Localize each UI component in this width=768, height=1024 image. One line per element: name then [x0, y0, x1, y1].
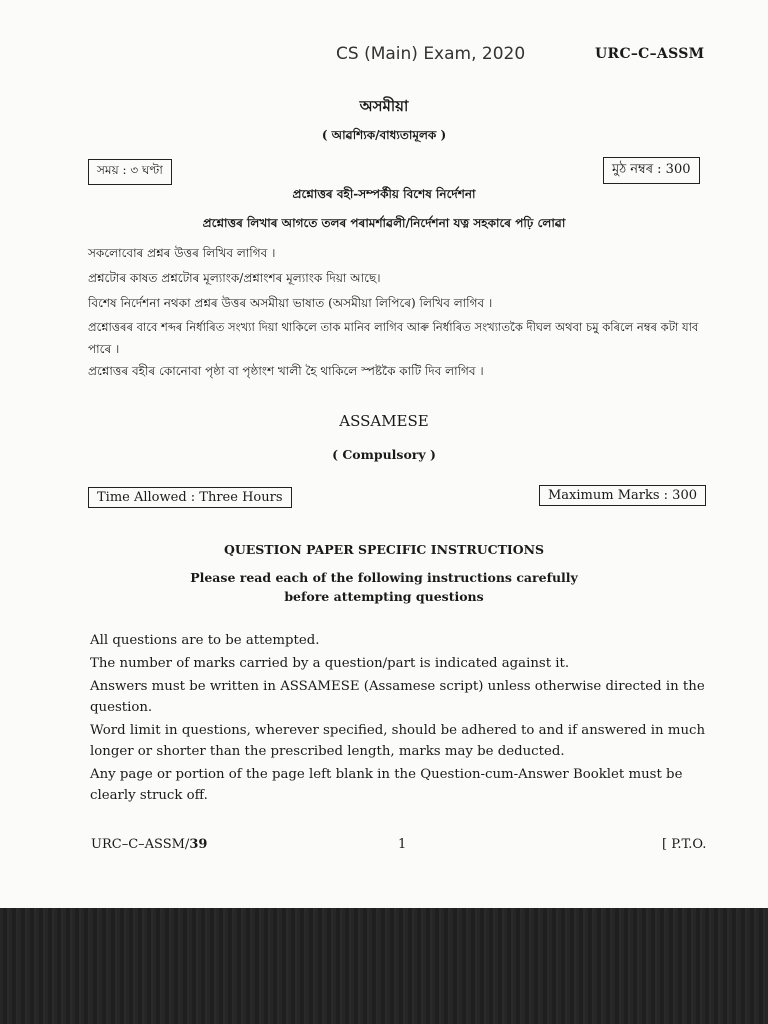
assamese-instruction: বিশেষ নিৰ্দেশনা নথকা প্ৰশ্নৰ উত্তৰ অসমীয়া ভাষাত (অসমীয়া লিপিৰে) লিখিব লাগিব । — [88, 296, 493, 310]
english-instruction: The number of marks carried by a question/part is indicated against it. — [90, 656, 570, 671]
assamese-instruction: প্ৰশ্নটোৰ কাষত প্ৰশ্নটোৰ মূল্যাংক/প্ৰশ্নাংশৰ মূল্যাংক দিয়া আছে। — [88, 271, 381, 285]
english-read-line-1: Please read each of the following instructions carefully — [190, 570, 578, 585]
assamese-time-allowed: সময় : ৩ ঘণ্টা — [88, 159, 172, 185]
assamese-instruction: প্ৰশ্নোত্তৰ বহীৰ কোনোবা পৃষ্ঠা বা পৃষ্ঠাংশ খালী হৈ থাকিলে স্পষ্টকৈ কাটি দিব লাগিব । — [88, 364, 484, 378]
paper-code: URC–C–ASSM — [595, 46, 705, 62]
page-number: 1 — [398, 837, 407, 852]
footer-code-prefix: URC–C–ASSM/ — [91, 837, 190, 852]
assamese-instructions-heading: প্ৰশ্নোত্তৰ বহী-সম্পৰ্কীয় বিশেষ নিৰ্দেশনা — [292, 187, 476, 201]
english-instruction: All questions are to be attempted. — [90, 633, 320, 648]
footer-code — [91, 837, 207, 852]
assamese-instruction: সকলোবোৰ প্ৰশ্নৰ উত্তৰ লিখিব লাগিব । — [88, 246, 276, 260]
english-instruction: Answers must be written in ASSAMESE (Assamese script) unless otherwise directed in the — [90, 679, 705, 694]
english-instruction: Word limit in questions, wherever specified, should be adhered to and if answered in much — [90, 723, 706, 738]
english-subject: ASSAMESE — [339, 412, 429, 430]
assamese-instruction: পাৰে । — [88, 342, 120, 356]
english-time-allowed: Time Allowed : Three Hours — [88, 487, 292, 508]
english-max-marks: Maximum Marks : 300 — [539, 485, 706, 506]
assamese-subject: অসমীয়া — [359, 97, 409, 115]
assamese-instruction: প্ৰশ্নোত্তৰৰ বাবে শব্দৰ নিৰ্ধাৰিত সংখ্যা দিয়া থাকিলে তাক মানিব লাগিব আৰু নিৰ্ধাৰিত সংখ্যাতকৈ দীঘল অথবা চমু কৰিলে নম্বৰ কটা যাব — [88, 320, 699, 334]
english-instruction: longer or shorter than the prescribed length, marks may be deducted. — [90, 744, 565, 759]
english-instruction: Any page or portion of the page left blank in the Question-cum-Answer Booklet must be — [90, 767, 683, 782]
assamese-max-marks: মুঠ নম্বৰ : 300 — [603, 157, 700, 184]
english-compulsory: ( Compulsory ) — [332, 447, 436, 462]
english-instruction: clearly struck off. — [90, 788, 208, 803]
scanner-background — [0, 908, 768, 1024]
assamese-read-carefully: প্ৰশ্নোত্তৰ লিখাৰ আগতে তলৰ পৰামৰ্শাৱলী/নিৰ্দেশনা যত্ন সহকাৰে পঢ়ি লোৱা — [202, 216, 566, 230]
english-read-line-2: before attempting questions — [284, 589, 484, 604]
footer-code-number: 39 — [189, 837, 208, 852]
exam-title: CS (Main) Exam, 2020 — [336, 44, 526, 64]
english-instruction: question. — [90, 700, 153, 715]
english-instructions-heading: QUESTION PAPER SPECIFIC INSTRUCTIONS — [223, 542, 545, 557]
assamese-compulsory: ( আৱশ্যিক/বাধ্যতামূলক ) — [321, 128, 447, 142]
pto-label: [ P.T.O. — [662, 837, 707, 852]
